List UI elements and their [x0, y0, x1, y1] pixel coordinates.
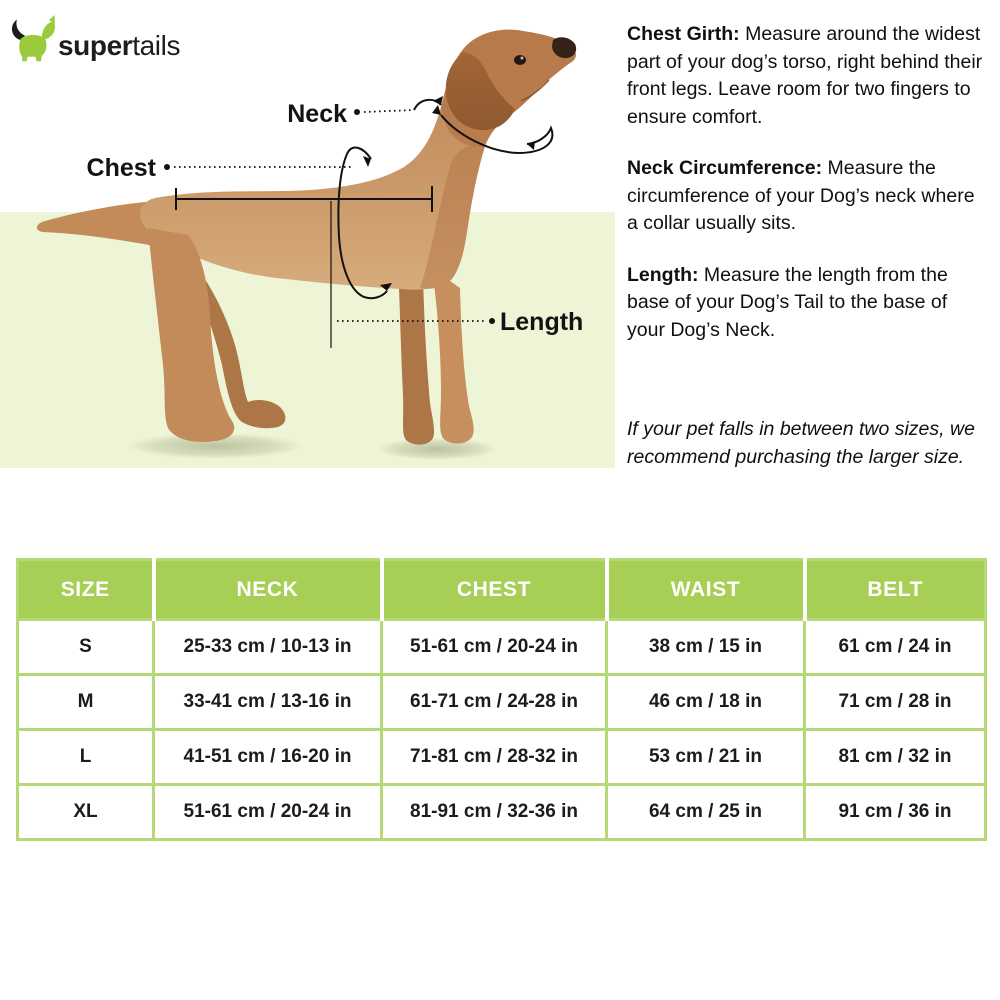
- brand-name-bold: super: [58, 30, 133, 61]
- chest-girth-heading: Chest Girth:: [627, 23, 740, 45]
- size-row-xl: [18, 785, 986, 840]
- table-cell: 71-81 cm / 28-32 in: [382, 730, 607, 785]
- table-cell: 41-51 cm / 16-20 in: [154, 730, 382, 785]
- table-cell: 91 cm / 36 in: [805, 785, 986, 840]
- table-cell: 25-33 cm / 10-13 in: [154, 620, 382, 675]
- table-cell: 64 cm / 25 in: [607, 785, 805, 840]
- neck-label: Neck: [287, 100, 347, 128]
- size-table-header-row: [18, 560, 986, 620]
- column-header-chest: CHEST: [382, 560, 607, 620]
- column-header-belt: BELT: [805, 560, 986, 620]
- brand-name: [58, 30, 180, 62]
- size-table-body: [18, 620, 986, 840]
- column-header-neck: NECK: [154, 560, 382, 620]
- size-row-l: [18, 730, 986, 785]
- neck-circumference-paragraph: [627, 155, 987, 238]
- table-cell: 46 cm / 18 in: [607, 675, 805, 730]
- table-cell: 81-91 cm / 32-36 in: [382, 785, 607, 840]
- brand-logo: [8, 12, 180, 66]
- length-paragraph: [627, 262, 987, 345]
- table-cell: 61 cm / 24 in: [805, 620, 986, 675]
- measurement-instructions: [627, 21, 987, 471]
- neck-leader-line: [364, 110, 414, 112]
- table-cell: 53 cm / 21 in: [607, 730, 805, 785]
- table-cell: 81 cm / 32 in: [805, 730, 986, 785]
- chest-label: Chest: [86, 154, 156, 182]
- table-cell: 51-61 cm / 20-24 in: [382, 620, 607, 675]
- size-chart-table: [16, 558, 987, 841]
- table-cell: 51-61 cm / 20-24 in: [154, 785, 382, 840]
- length-text: Measure the length from the base of your Dog’s Tail to the base of your Dog’s Neck.: [627, 263, 948, 341]
- column-header-waist: WAIST: [607, 560, 805, 620]
- neck-circumference-text: Measure the circumference of your Dog’s neck where a collar usually sits.: [627, 157, 975, 234]
- neck-circumference-heading: Neck Circumference:: [627, 157, 823, 179]
- table-cell: 33-41 cm / 13-16 in: [154, 675, 382, 730]
- table-cell: 38 cm / 15 in: [607, 620, 805, 675]
- chest-girth-text: Measure around the widest part of your dog’s torso, right behind their front legs. Leave room for two fingers to ensure comfort.: [627, 23, 983, 128]
- chest-girth-paragraph: [627, 21, 987, 131]
- size-recommendation-note: If your pet falls in between two sizes, we recommend purchasing the larger size.: [627, 418, 975, 468]
- table-cell: 61-71 cm / 24-28 in: [382, 675, 607, 730]
- length-heading: Length:: [627, 263, 699, 286]
- supertails-dog-icon: [8, 12, 56, 66]
- table-cell: S: [18, 620, 154, 675]
- size-row-m: [18, 675, 986, 730]
- size-row-s: [18, 620, 986, 675]
- dog-measurement-diagram: [0, 0, 620, 475]
- length-label: Length: [500, 308, 584, 336]
- table-cell: XL: [18, 785, 154, 840]
- brand-name-light: tails: [132, 30, 181, 61]
- table-cell: L: [18, 730, 154, 785]
- column-header-size: SIZE: [18, 560, 154, 620]
- table-cell: M: [18, 675, 154, 730]
- table-cell: 71 cm / 28 in: [805, 675, 986, 730]
